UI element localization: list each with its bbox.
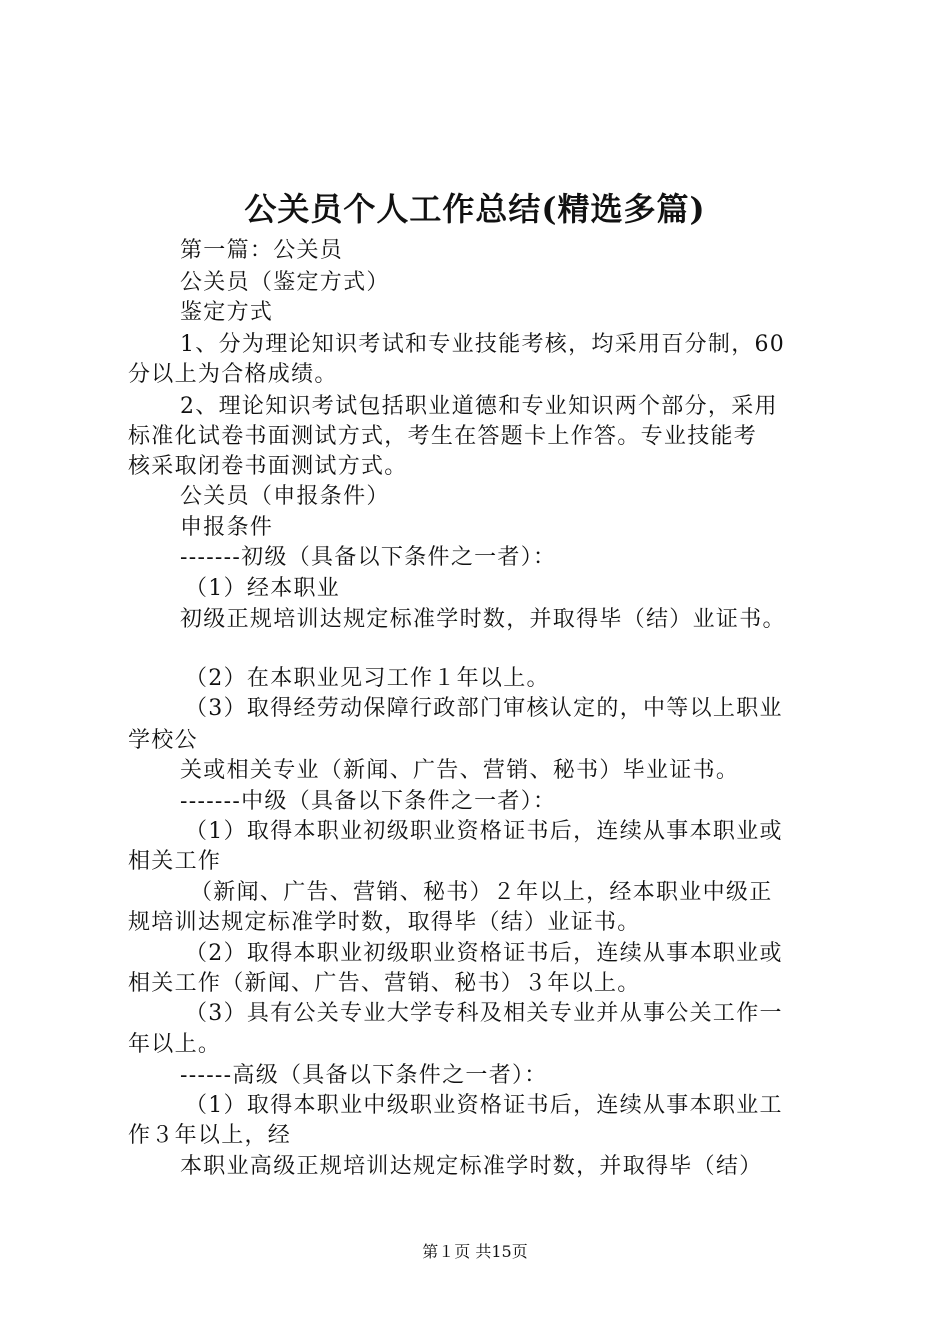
text-line: -------初级（具备以下条件之一者）： bbox=[180, 545, 557, 570]
text-line: （3）具有公关专业大学专科及相关专业并从事公关工作一 bbox=[185, 1001, 783, 1026]
text-line: 2、理论知识考试包括职业道德和专业知识两个部分，采用 bbox=[180, 394, 778, 419]
text-line: （新闻、广告、营销、秘书）２年以上，经本职业中级正 bbox=[190, 880, 773, 905]
text-line: 相关工作（新闻、广告、营销、秘书）３年以上。 bbox=[128, 971, 641, 996]
text-line: 第一篇：公关员 bbox=[180, 238, 344, 263]
text-line: 学校公 bbox=[128, 728, 198, 753]
text-line: 规培训达规定标准学时数，取得毕（结）业证书。 bbox=[128, 910, 641, 935]
text-line: 初级正规培训达规定标准学时数，并取得毕（结）业证书。 bbox=[180, 607, 786, 632]
text-line: 鉴定方式 bbox=[180, 300, 274, 325]
text-line: 关或相关专业（新闻、广告、营销、秘书）毕业证书。 bbox=[180, 758, 740, 783]
text-line: （1）取得本职业初级职业资格证书后，连续从事本职业或 bbox=[185, 819, 783, 844]
page-number-footer: 第１页 共15页 bbox=[422, 1242, 528, 1261]
text-line: 标准化试卷书面测试方式，考生在答题卡上作答。专业技能考 bbox=[128, 424, 758, 449]
text-line: 本职业高级正规培训达规定标准学时数，并取得毕（结） bbox=[180, 1154, 763, 1179]
text-line: 申报条件 bbox=[180, 515, 274, 540]
text-line: 核采取闭卷书面测试方式。 bbox=[128, 454, 408, 479]
text-line: 1、分为理论知识考试和专业技能考核，均采用百分制，60 bbox=[180, 332, 786, 357]
text-line: （2）取得本职业初级职业资格证书后，连续从事本职业或 bbox=[185, 941, 783, 966]
document-title: 公关员个人工作总结(精选多篇) bbox=[244, 190, 706, 228]
text-line: 分以上为合格成绩。 bbox=[128, 362, 338, 387]
text-line: 公关员（申报条件） bbox=[180, 484, 390, 509]
text-line: （1）经本职业 bbox=[185, 576, 341, 601]
text-line: （2）在本职业见习工作１年以上。 bbox=[185, 666, 550, 691]
text-line: （1）取得本职业中级职业资格证书后，连续从事本职业工 bbox=[185, 1093, 783, 1118]
text-line: 年以上。 bbox=[128, 1032, 222, 1057]
text-line: 相关工作 bbox=[128, 849, 222, 874]
text-line: ------高级（具备以下条件之一者）： bbox=[180, 1063, 548, 1088]
text-line: 作３年以上，经 bbox=[128, 1123, 292, 1148]
text-line: （3）取得经劳动保障行政部门审核认定的，中等以上职业 bbox=[185, 696, 783, 721]
text-line: -------中级（具备以下条件之一者）： bbox=[180, 789, 557, 814]
text-line: 公关员（鉴定方式） bbox=[180, 270, 390, 295]
